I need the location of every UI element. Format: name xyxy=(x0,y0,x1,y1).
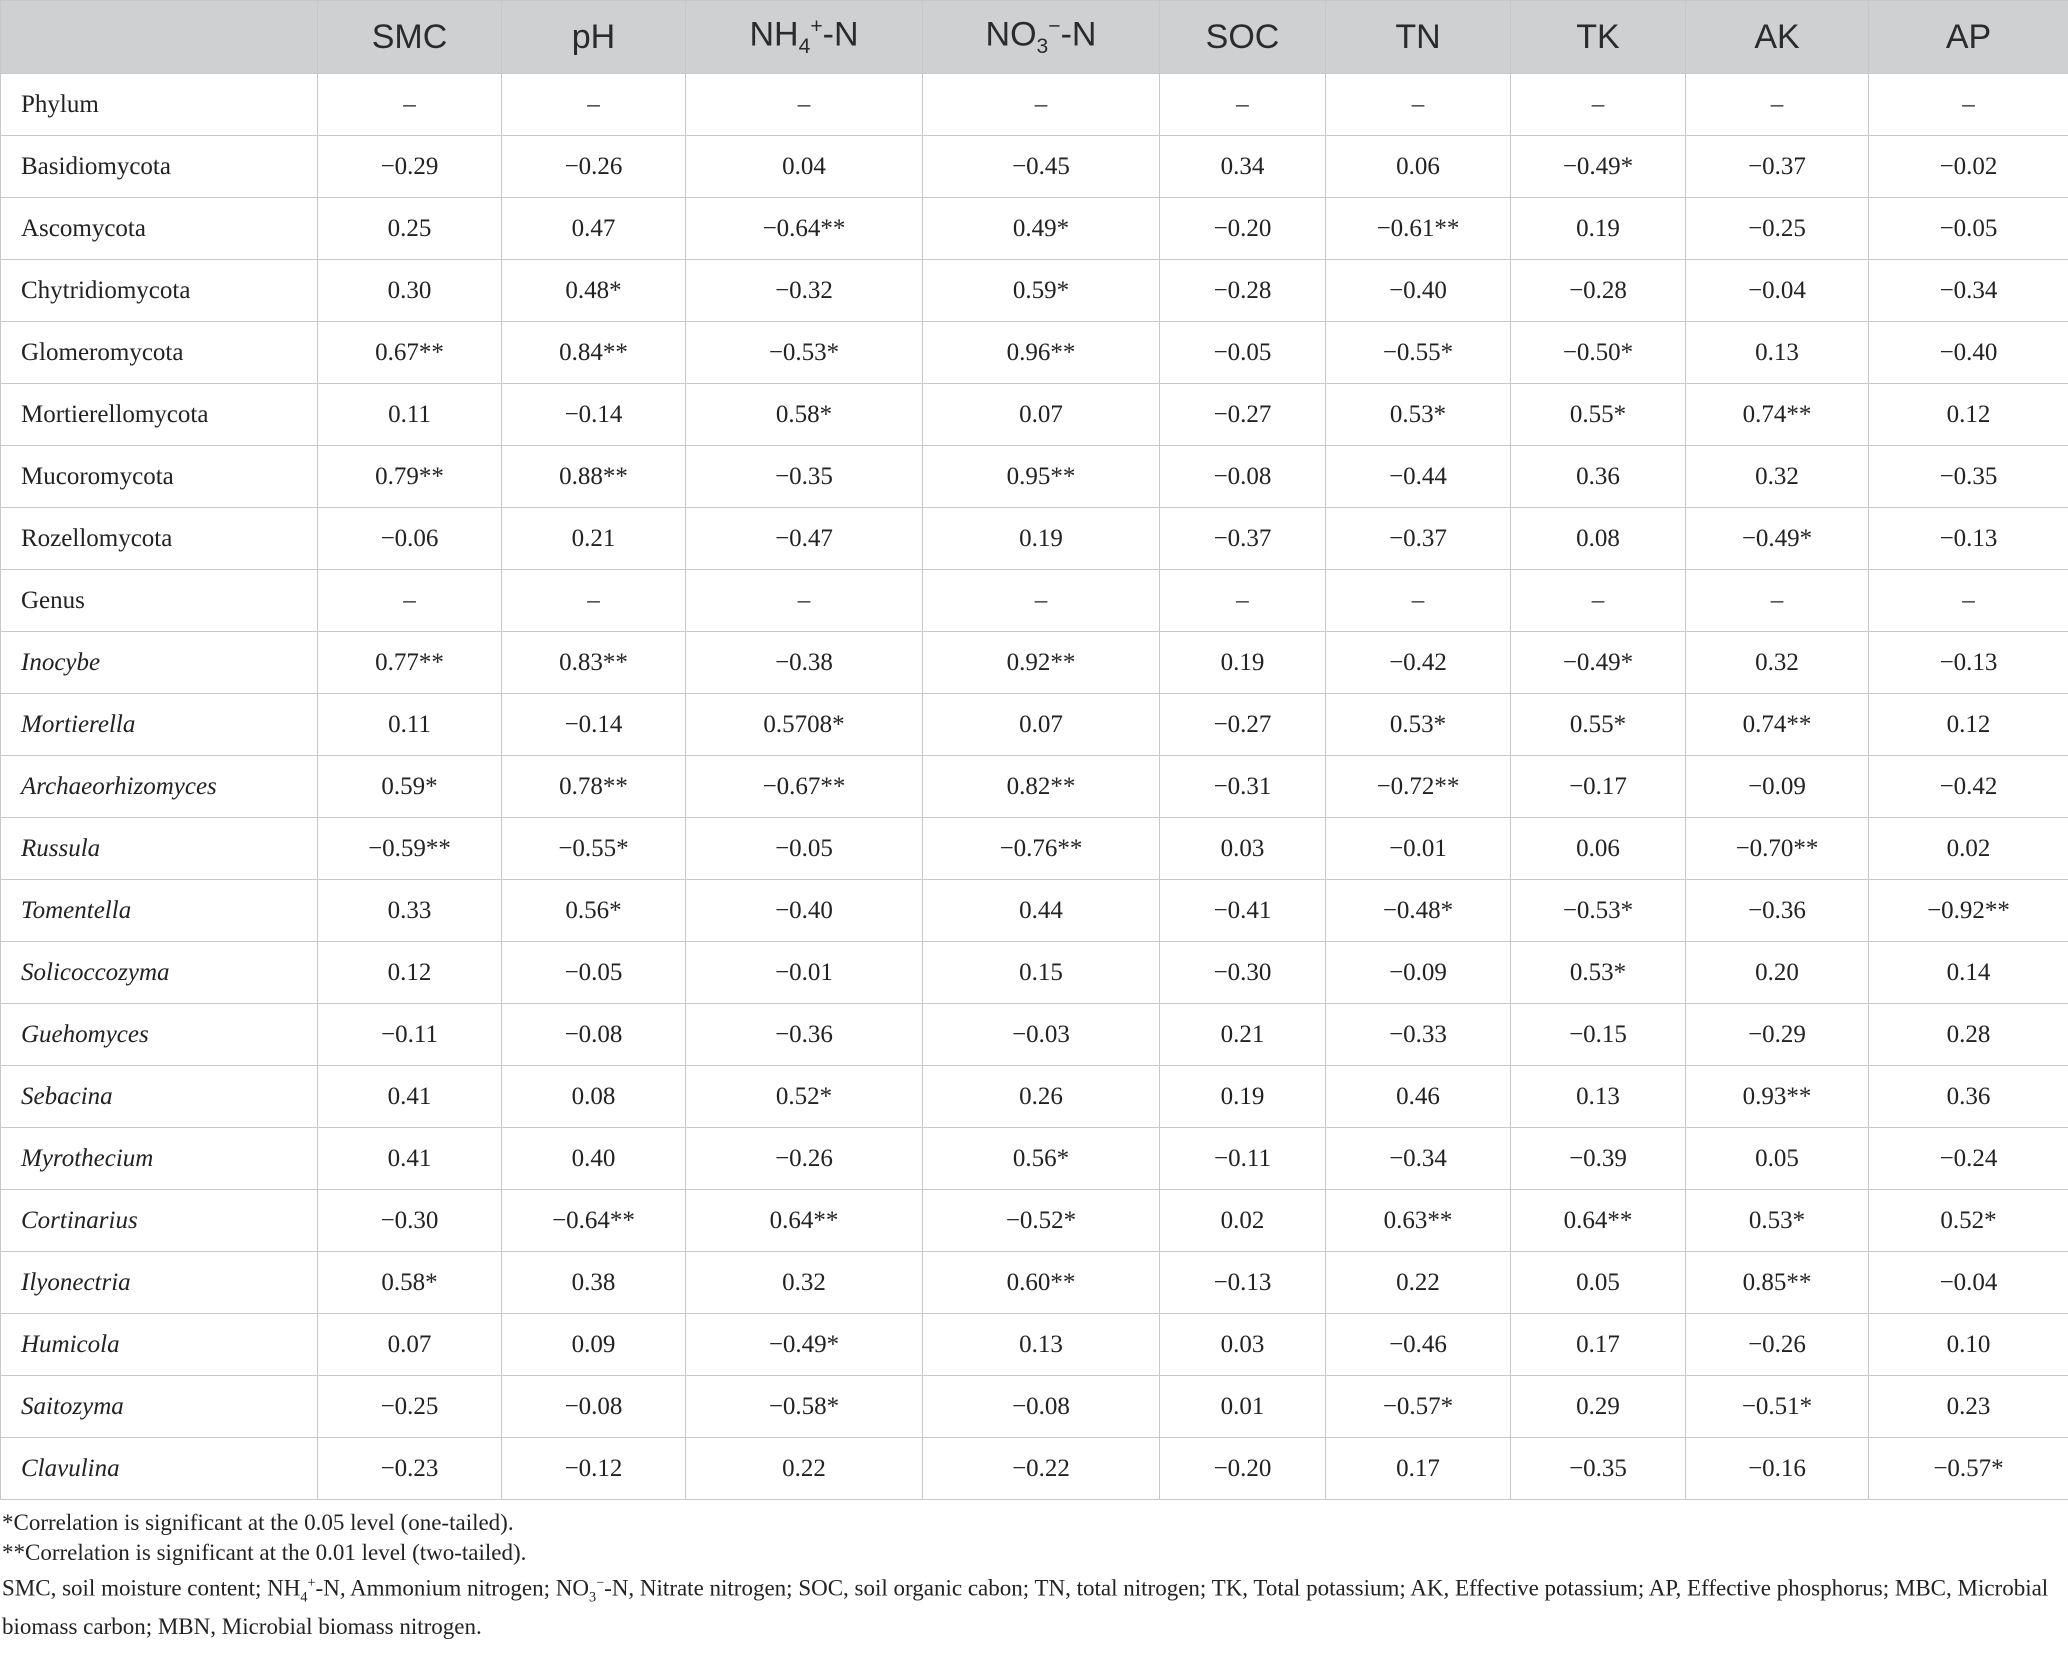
table-cell: 0.59* xyxy=(923,260,1160,322)
table-row xyxy=(1,1252,2068,1314)
table-cell: 0.07 xyxy=(923,694,1160,756)
table-cell: −0.49* xyxy=(1511,632,1686,694)
table-cell: −0.20 xyxy=(1160,1438,1326,1500)
table-cell: 0.01 xyxy=(1160,1376,1326,1438)
table-cell: 0.46 xyxy=(1326,1066,1511,1128)
table-cell: 0.04 xyxy=(686,136,923,198)
table-cell: −0.24 xyxy=(1869,1128,2068,1190)
table-cell: −0.08 xyxy=(1160,446,1326,508)
table-cell: 0.59* xyxy=(318,756,502,818)
table-cell: −0.14 xyxy=(502,694,686,756)
table-cell: −0.48* xyxy=(1326,880,1511,942)
table-cell: 0.03 xyxy=(1160,818,1326,880)
table-cell: −0.27 xyxy=(1160,384,1326,446)
table-cell: 0.41 xyxy=(318,1128,502,1190)
table-cell: −0.35 xyxy=(1511,1438,1686,1500)
table-cell: 0.5708* xyxy=(686,694,923,756)
table-cell: −0.03 xyxy=(923,1004,1160,1066)
table-cell: −0.45 xyxy=(923,136,1160,198)
table-cell: – xyxy=(318,570,502,632)
table-cell: 0.95** xyxy=(923,446,1160,508)
table-cell: 0.48* xyxy=(502,260,686,322)
table-cell: 0.25 xyxy=(318,198,502,260)
table-row xyxy=(1,632,2068,694)
table-cell: 0.63** xyxy=(1326,1190,1511,1252)
table-cell: – xyxy=(686,570,923,632)
table-cell: −0.57* xyxy=(1326,1376,1511,1438)
table-cell: −0.47 xyxy=(686,508,923,570)
table-cell: 0.05 xyxy=(1511,1252,1686,1314)
table-cell: – xyxy=(923,74,1160,136)
table-cell: 0.36 xyxy=(1869,1066,2068,1128)
table-cell: 0.19 xyxy=(923,508,1160,570)
table-row xyxy=(1,260,2068,322)
table-cell: 0.79** xyxy=(318,446,502,508)
table-cell: −0.61** xyxy=(1326,198,1511,260)
table-cell: – xyxy=(1326,570,1511,632)
table-cell: −0.36 xyxy=(686,1004,923,1066)
table-cell: – xyxy=(1869,74,2068,136)
table-cell: −0.44 xyxy=(1326,446,1511,508)
table-cell: 0.78** xyxy=(502,756,686,818)
table-cell: −0.64** xyxy=(686,198,923,260)
row-label: Clavulina xyxy=(1,1438,318,1500)
table-cell: −0.08 xyxy=(502,1004,686,1066)
table-cell: 0.56* xyxy=(502,880,686,942)
table-cell: 0.12 xyxy=(1869,384,2068,446)
row-label: Ilyonectria xyxy=(1,1252,318,1314)
row-label: Mucoromycota xyxy=(1,446,318,508)
table-cell: −0.40 xyxy=(1869,322,2068,384)
table-cell: 0.09 xyxy=(502,1314,686,1376)
table-cell: 0.29 xyxy=(1511,1376,1686,1438)
table-cell: 0.96** xyxy=(923,322,1160,384)
table-cell: −0.59** xyxy=(318,818,502,880)
table-cell: −0.40 xyxy=(686,880,923,942)
footnote-abbreviations: SMC, soil moisture content; $NH_4^+-N$, Ammonium nitrogen; $NO_3^--N$, Nitrate nitrogen; SOC, soil organic cabon; TN, total nitrogen; TK, Total potassium; AK, Effective potassium; AP, Effective phosphorus; MBC, Microbial biomass carbon; MBN, Microbial biomass nitrogen. xyxy=(2,1575,2049,1640)
table-cell: −0.27 xyxy=(1160,694,1326,756)
header-no3-n: $NO_3^--N$ xyxy=(923,1,1160,74)
table-cell: −0.35 xyxy=(1869,446,2068,508)
table-cell: – xyxy=(502,570,686,632)
table-cell: −0.49* xyxy=(1686,508,1869,570)
table-cell: −0.04 xyxy=(1869,1252,2068,1314)
table-cell: 0.06 xyxy=(1511,818,1686,880)
table-cell: 0.08 xyxy=(502,1066,686,1128)
table-cell: – xyxy=(1160,74,1326,136)
row-label: Glomeromycota xyxy=(1,322,318,384)
table-row xyxy=(1,1128,2068,1190)
table-cell: 0.74** xyxy=(1686,384,1869,446)
table-cell: 0.13 xyxy=(923,1314,1160,1376)
table-row xyxy=(1,446,2068,508)
table-cell: 0.19 xyxy=(1160,1066,1326,1128)
table-cell: −0.58* xyxy=(686,1376,923,1438)
table-cell: 0.10 xyxy=(1869,1314,2068,1376)
table-cell: – xyxy=(318,74,502,136)
table-cell: 0.11 xyxy=(318,384,502,446)
header-row xyxy=(1,1,2068,74)
table-cell: 0.17 xyxy=(1326,1438,1511,1500)
table-cell: 0.83** xyxy=(502,632,686,694)
row-label: Mortierellomycota xyxy=(1,384,318,446)
table-cell: 0.15 xyxy=(923,942,1160,1004)
table-cell: 0.22 xyxy=(1326,1252,1511,1314)
table-cell: −0.76** xyxy=(923,818,1160,880)
table-row xyxy=(1,136,2068,198)
table-cell: 0.52* xyxy=(1869,1190,2068,1252)
table-cell: −0.30 xyxy=(1160,942,1326,1004)
table-cell: – xyxy=(1511,74,1686,136)
table-cell: 0.26 xyxy=(923,1066,1160,1128)
table-cell: −0.28 xyxy=(1511,260,1686,322)
table-cell: −0.01 xyxy=(1326,818,1511,880)
table-cell: −0.01 xyxy=(686,942,923,1004)
table-cell: – xyxy=(1686,74,1869,136)
row-label: Saitozyma xyxy=(1,1376,318,1438)
row-label: Humicola xyxy=(1,1314,318,1376)
row-label: Russula xyxy=(1,818,318,880)
table-cell: 0.53* xyxy=(1326,384,1511,446)
table-cell: −0.23 xyxy=(318,1438,502,1500)
table-cell: 0.07 xyxy=(318,1314,502,1376)
header-ph: pH xyxy=(502,1,686,74)
table-cell: −0.13 xyxy=(1160,1252,1326,1314)
table-cell: – xyxy=(923,570,1160,632)
table-cell: 0.93** xyxy=(1686,1066,1869,1128)
table-cell: −0.67** xyxy=(686,756,923,818)
table-cell: 0.08 xyxy=(1511,508,1686,570)
table-cell: 0.53* xyxy=(1686,1190,1869,1252)
table-cell: −0.92** xyxy=(1869,880,2068,942)
table-cell: −0.40 xyxy=(1326,260,1511,322)
table-row xyxy=(1,384,2068,446)
table-cell: 0.33 xyxy=(318,880,502,942)
header-soc: SOC xyxy=(1160,1,1326,74)
table-cell: 0.02 xyxy=(1869,818,2068,880)
table-row xyxy=(1,1190,2068,1252)
table-cell: 0.58* xyxy=(686,384,923,446)
table-cell: 0.07 xyxy=(923,384,1160,446)
table-cell: 0.56* xyxy=(923,1128,1160,1190)
table-cell: 0.88** xyxy=(502,446,686,508)
table-row xyxy=(1,74,2068,136)
table-cell: −0.64** xyxy=(502,1190,686,1252)
table-cell: 0.53* xyxy=(1326,694,1511,756)
header-tn: TN xyxy=(1326,1,1511,74)
table-cell: 0.13 xyxy=(1511,1066,1686,1128)
table-cell: −0.50* xyxy=(1511,322,1686,384)
table-row xyxy=(1,508,2068,570)
header-nh4-n: $NH_4^+-N$ xyxy=(686,1,923,74)
table-cell: −0.09 xyxy=(1686,756,1869,818)
table-cell: −0.05 xyxy=(502,942,686,1004)
table-cell: 0.64** xyxy=(686,1190,923,1252)
table-cell: 0.12 xyxy=(318,942,502,1004)
table-cell: −0.46 xyxy=(1326,1314,1511,1376)
table-cell: −0.72** xyxy=(1326,756,1511,818)
table-cell: – xyxy=(1160,570,1326,632)
row-label: Mortierella xyxy=(1,694,318,756)
row-label: Sebacina xyxy=(1,1066,318,1128)
table-cell: 0.41 xyxy=(318,1066,502,1128)
table-cell: 0.64** xyxy=(1511,1190,1686,1252)
table-cell: 0.23 xyxy=(1869,1376,2068,1438)
table-cell: −0.55* xyxy=(502,818,686,880)
table-row xyxy=(1,1314,2068,1376)
table-cell: 0.53* xyxy=(1511,942,1686,1004)
table-cell: −0.41 xyxy=(1160,880,1326,942)
table-cell: 0.40 xyxy=(502,1128,686,1190)
table-cell: −0.34 xyxy=(1326,1128,1511,1190)
table-cell: 0.05 xyxy=(1686,1128,1869,1190)
table-cell: – xyxy=(686,74,923,136)
table-cell: −0.28 xyxy=(1160,260,1326,322)
table-cell: −0.02 xyxy=(1869,136,2068,198)
table-row xyxy=(1,1066,2068,1128)
table-cell: 0.13 xyxy=(1686,322,1869,384)
table-cell: −0.04 xyxy=(1686,260,1869,322)
table-cell: −0.05 xyxy=(1160,322,1326,384)
table-cell: −0.70** xyxy=(1686,818,1869,880)
table-cell: 0.84** xyxy=(502,322,686,384)
table-cell: −0.29 xyxy=(318,136,502,198)
table-cell: −0.11 xyxy=(318,1004,502,1066)
table-cell: −0.37 xyxy=(1160,508,1326,570)
table-cell: 0.36 xyxy=(1511,446,1686,508)
table-cell: 0.38 xyxy=(502,1252,686,1314)
table-cell: 0.92** xyxy=(923,632,1160,694)
table-cell: 0.21 xyxy=(502,508,686,570)
table-cell: 0.44 xyxy=(923,880,1160,942)
table-cell: −0.33 xyxy=(1326,1004,1511,1066)
row-label: Chytridiomycota xyxy=(1,260,318,322)
table-cell: 0.17 xyxy=(1511,1314,1686,1376)
row-label: Genus xyxy=(1,570,318,632)
table-cell: 0.32 xyxy=(686,1252,923,1314)
table-cell: – xyxy=(1869,570,2068,632)
table-cell: −0.55* xyxy=(1326,322,1511,384)
table-cell: −0.36 xyxy=(1686,880,1869,942)
table-cell: – xyxy=(1326,74,1511,136)
table-cell: 0.21 xyxy=(1160,1004,1326,1066)
row-label: Inocybe xyxy=(1,632,318,694)
table-cell: 0.49* xyxy=(923,198,1160,260)
row-label: Ascomycota xyxy=(1,198,318,260)
table-cell: 0.34 xyxy=(1160,136,1326,198)
table-cell: 0.55* xyxy=(1511,694,1686,756)
table-cell: −0.08 xyxy=(923,1376,1160,1438)
table-cell: −0.39 xyxy=(1511,1128,1686,1190)
table-cell: 0.20 xyxy=(1686,942,1869,1004)
table-row xyxy=(1,1438,2068,1500)
table-cell: −0.42 xyxy=(1869,756,2068,818)
row-label: Basidiomycota xyxy=(1,136,318,198)
table-cell: 0.67** xyxy=(318,322,502,384)
table-cell: 0.02 xyxy=(1160,1190,1326,1252)
table-cell: −0.32 xyxy=(686,260,923,322)
table-cell: −0.12 xyxy=(502,1438,686,1500)
table-cell: – xyxy=(1511,570,1686,632)
table-row xyxy=(1,322,2068,384)
table-row xyxy=(1,818,2068,880)
table-cell: 0.58* xyxy=(318,1252,502,1314)
table-cell: −0.09 xyxy=(1326,942,1511,1004)
table-cell: −0.35 xyxy=(686,446,923,508)
table-cell: −0.49* xyxy=(686,1314,923,1376)
header-smc: SMC xyxy=(318,1,502,74)
table-row xyxy=(1,198,2068,260)
row-label: Myrothecium xyxy=(1,1128,318,1190)
table-cell: 0.60** xyxy=(923,1252,1160,1314)
table-cell: 0.19 xyxy=(1511,198,1686,260)
table-row xyxy=(1,942,2068,1004)
table-cell: 0.85** xyxy=(1686,1252,1869,1314)
footnotes xyxy=(2,1508,2062,1642)
table-cell: – xyxy=(1686,570,1869,632)
table-row xyxy=(1,1004,2068,1066)
table-cell: −0.26 xyxy=(1686,1314,1869,1376)
table-cell: −0.38 xyxy=(686,632,923,694)
table-cell: −0.30 xyxy=(318,1190,502,1252)
table-cell: −0.17 xyxy=(1511,756,1686,818)
table-cell: −0.49* xyxy=(1511,136,1686,198)
row-label: Tomentella xyxy=(1,880,318,942)
footnote-significance-001: **Correlation is significant at the 0.01 level (two-tailed). xyxy=(2,1540,527,1565)
row-label: Guehomyces xyxy=(1,1004,318,1066)
table-body xyxy=(1,74,2068,1500)
table-cell: −0.26 xyxy=(502,136,686,198)
table-cell: 0.77** xyxy=(318,632,502,694)
table-cell: −0.05 xyxy=(1869,198,2068,260)
header-corner xyxy=(1,1,318,74)
table-cell: −0.13 xyxy=(1869,508,2068,570)
table-cell: −0.51* xyxy=(1686,1376,1869,1438)
table-cell: −0.26 xyxy=(686,1128,923,1190)
table-cell: 0.22 xyxy=(686,1438,923,1500)
header-ak: AK xyxy=(1686,1,1869,74)
table-cell: −0.31 xyxy=(1160,756,1326,818)
table-cell: 0.74** xyxy=(1686,694,1869,756)
table-cell: −0.37 xyxy=(1686,136,1869,198)
table-cell: 0.28 xyxy=(1869,1004,2068,1066)
table-cell: −0.42 xyxy=(1326,632,1511,694)
row-label: Archaeorhizomyces xyxy=(1,756,318,818)
table-row xyxy=(1,756,2068,818)
row-label: Phylum xyxy=(1,74,318,136)
table-cell: −0.53* xyxy=(1511,880,1686,942)
table-cell: 0.47 xyxy=(502,198,686,260)
table-row xyxy=(1,1376,2068,1438)
table-cell: −0.57* xyxy=(1869,1438,2068,1500)
table-cell: −0.08 xyxy=(502,1376,686,1438)
table-cell: −0.14 xyxy=(502,384,686,446)
table-row xyxy=(1,570,2068,632)
table-cell: −0.20 xyxy=(1160,198,1326,260)
table-cell: 0.32 xyxy=(1686,632,1869,694)
row-label: Rozellomycota xyxy=(1,508,318,570)
table-cell: 0.11 xyxy=(318,694,502,756)
table-cell: −0.05 xyxy=(686,818,923,880)
table-cell: −0.34 xyxy=(1869,260,2068,322)
table-cell: −0.37 xyxy=(1326,508,1511,570)
row-label: Cortinarius xyxy=(1,1190,318,1252)
table-cell: 0.52* xyxy=(686,1066,923,1128)
table-cell: −0.52* xyxy=(923,1190,1160,1252)
table-cell: −0.06 xyxy=(318,508,502,570)
header-tk: TK xyxy=(1511,1,1686,74)
table-cell: −0.22 xyxy=(923,1438,1160,1500)
table-row xyxy=(1,880,2068,942)
table-cell: −0.29 xyxy=(1686,1004,1869,1066)
table-cell: 0.30 xyxy=(318,260,502,322)
table-cell: 0.19 xyxy=(1160,632,1326,694)
table-cell: 0.12 xyxy=(1869,694,2068,756)
table-cell: −0.25 xyxy=(318,1376,502,1438)
header-ap: AP xyxy=(1869,1,2068,74)
table-cell: 0.32 xyxy=(1686,446,1869,508)
table-cell: – xyxy=(502,74,686,136)
table-cell: −0.16 xyxy=(1686,1438,1869,1500)
table-cell: −0.13 xyxy=(1869,632,2068,694)
footnote-significance-005: *Correlation is significant at the 0.05 level (one-tailed). xyxy=(2,1510,514,1535)
table-cell: 0.82** xyxy=(923,756,1160,818)
table-cell: −0.15 xyxy=(1511,1004,1686,1066)
table-cell: 0.03 xyxy=(1160,1314,1326,1376)
table-cell: −0.53* xyxy=(686,322,923,384)
table-cell: −0.25 xyxy=(1686,198,1869,260)
table-cell: 0.06 xyxy=(1326,136,1511,198)
table-cell: −0.11 xyxy=(1160,1128,1326,1190)
row-label: Solicoccozyma xyxy=(1,942,318,1004)
table-cell: 0.14 xyxy=(1869,942,2068,1004)
table-row xyxy=(1,694,2068,756)
table-cell: 0.55* xyxy=(1511,384,1686,446)
